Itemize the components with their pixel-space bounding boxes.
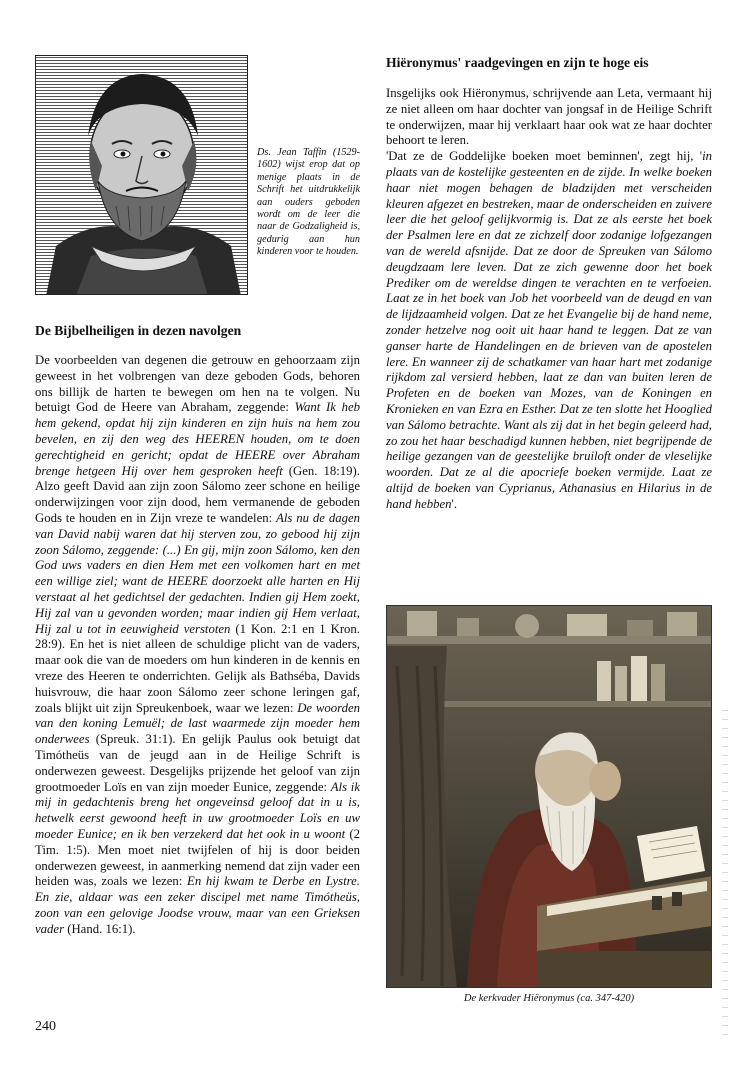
quote-italic: in plaats van de kostelijke gesteenten en de zijde. In welke boeken haar niet mogen behagen de bladzijden met verscheiden kleuren afgezet en bestreken, maar de onderscheiden en zuivere leer die het geloof gelijkvormig is. Dat ze als eerste het boek der Psalmen lere en dat ze zichzelf door zodanige lofgezangen van de wereld afsnijde. Dat ze door de Spreuken van Sálomo deugdzaam lere leven. Dat ze zich gewenne door het boek Prediker om de wereldse dingen te verachten en te verfoeien. Laat ze in het boek van Job het voorbeeld van de deugd en van de lijdzaamheid volgen. Dat ze het Evangelie bij de hand neme, zonder hetzelve nog ooit uit haar hand te leggen. Dat ze van ganser harte de Handelingen en de brieven van de apostelen lere. En wanneer zij de schatkamer van haar hart met zodanige rijkdom zal versierd hebben, laat ze dan van buiten leren de Profeten en de boeken van Mozes, van de Koningen en Kronieken en van Ezra en Esther. Dat ze ten slotte het Hooglied van Sálomo betrachte. Want als zij dat in het begin geleerd had, zo zou het haar beschadigd kunnen hebben, niet begrijpende de heilige gezangen van de geestelijke bruiloft onder de vleselijke woorden. Dat ze al die apocriefe boeken vermijde. Laat ze altijd de boeken van Cyprianus, Athanasius en Hilarius in de hand hebben — [386, 149, 712, 511]
scripture-quote: En hij kwam te Derbe en Lystre. En zie, aldaar was een zeker discipel met name Timótheüs, zoon van een gelovige Joodse vrouw, maar van een Grieksen vader — [35, 874, 360, 936]
section-heading-left: De Bijbelheiligen in dezen navolgen — [35, 323, 242, 338]
body-run: (Spreuk. 31:1). En gelijk Paulus ook betuigt dat Timótheüs van de jeugd aan in de Heilige Schrift is onderwezen geweest. Desgelijks prijzende het geloof van zijn grootmoeder Loïs en van zijn moeder Eunice, zeggende: — [35, 732, 360, 794]
scripture-quote: Als ik mij in gedachtenis breng het ongeveinsd geloof dat in u is, hetwelk eerst gewoond heeft in uw grootmoeder Loïs en uw moeder Eunice; en ik ben verzekerd dat het ook in u woont — [35, 779, 360, 841]
quote-lead: 'Dat ze de Goddelijke boeken moet beminnen', zegt hij, ' — [386, 149, 703, 164]
portrait-figure — [35, 55, 360, 297]
hieronymus-painting — [386, 605, 712, 988]
left-column — [35, 55, 360, 937]
page-edge-marks — [722, 710, 728, 1040]
scripture-quote: Want Ik heb hem gekend, opdat hij zijn kinderen en zijn huis na hem zou bevelen, en zij den weg des HEEREN houden, om te doen gerechtigheid en gericht; opdat de HEERE over Abraham brenge hetgeen Hij over hem gesproken heeft — [35, 400, 360, 478]
body-run: (1 Kon. 2:1 en 1 Kron. 28:9). En het is niet alleen de schuldige plicht van de vaders, maar ook die van de moeders om hun kinderen in de kennis en vreze des Heeren te onderrichten. Gelijk als Bathséba, Davids huisvrouw, die haar zoon Sálomo zeer schone leringen gaf, zoals blijkt uit zijn Spreukenboek, waar we lezen: — [35, 621, 360, 715]
body-run: (Gen. 18:19). Alzo geeft David aan zijn zoon Sálomo zeer schone en heilige onderwijzingen voor zijn dood, hem vermanende de geboden Gods te houden en in Zijn vreze te wandelen: — [35, 463, 360, 525]
paragraph-2 — [386, 149, 712, 512]
portrait-caption: Ds. Jean Taffin (1529-1602) wijst erop dat op menige plaats in de Schrift het uitdrukkelijk aan ouders geboden wordt om de leer die naar de Godzaligheid is, gedurig aan hun kinderen voor te houden. — [257, 147, 360, 258]
paragraph-1: Insgelijks ook Hiëronymus, schrijvende aan Leta, vermaant hij ze niet alleen om haar dochter van jongsaf in de Heilige Schrift te onderwijzen, maar hij verklaart haar ook wat ze haar dochter behoort te leren. — [386, 86, 712, 148]
page-number: 240 — [35, 1019, 56, 1034]
body-run: (2 Tim. 1:5). Men moet niet twijfelen of hij is door beiden onderwezen geweest, in aanmerking nemend dat zijn vader een heiden was, zoals we lezen: — [35, 826, 360, 889]
section-heading-right: Hiëronymus' raadgevingen en zijn te hoge eis — [386, 55, 649, 70]
scripture-quote: Als nu de dagen van David nabij waren dat hij sterven zou, zo gebood hij zijn zoon Sálomo, zeggende: (...) En gij, mijn zoon Sálomo, ken den God uws vaders en dien Hem met een volkomen hart en met een willige ziel; want de HEERE doorzoekt alle harten en Hij verstaat al het gedichtsel der gedachten. Indien gij Hem zoekt, Hij zal van u gevonden worden; maar indien gij Hem verlaat, Hij zal u tot in eeuwigheid verstoten — [35, 510, 360, 636]
left-body-text — [35, 353, 360, 937]
painting-caption: De kerkvader Hiëronymus (ca. 347-420) — [463, 993, 635, 1004]
right-body-text — [386, 86, 712, 513]
quote-tail: '. — [451, 496, 458, 511]
body-run: De voorbeelden van degenen die getrouw en gehoorzaam zijn geweest in het volbrengen van deze geboden Gods, behoren ons billijk de harten te bewegen om hen na te volgen. Nu betuigt God de Heere van Abraham, zeggende: — [35, 353, 360, 415]
scripture-quote: De woorden van den koning Lemuël; de last waarmede zijn moeder hem onderwees — [35, 700, 360, 747]
portrait-engraving — [35, 55, 248, 295]
right-column — [386, 55, 712, 513]
body-run: (Hand. 16:1). — [64, 921, 136, 936]
